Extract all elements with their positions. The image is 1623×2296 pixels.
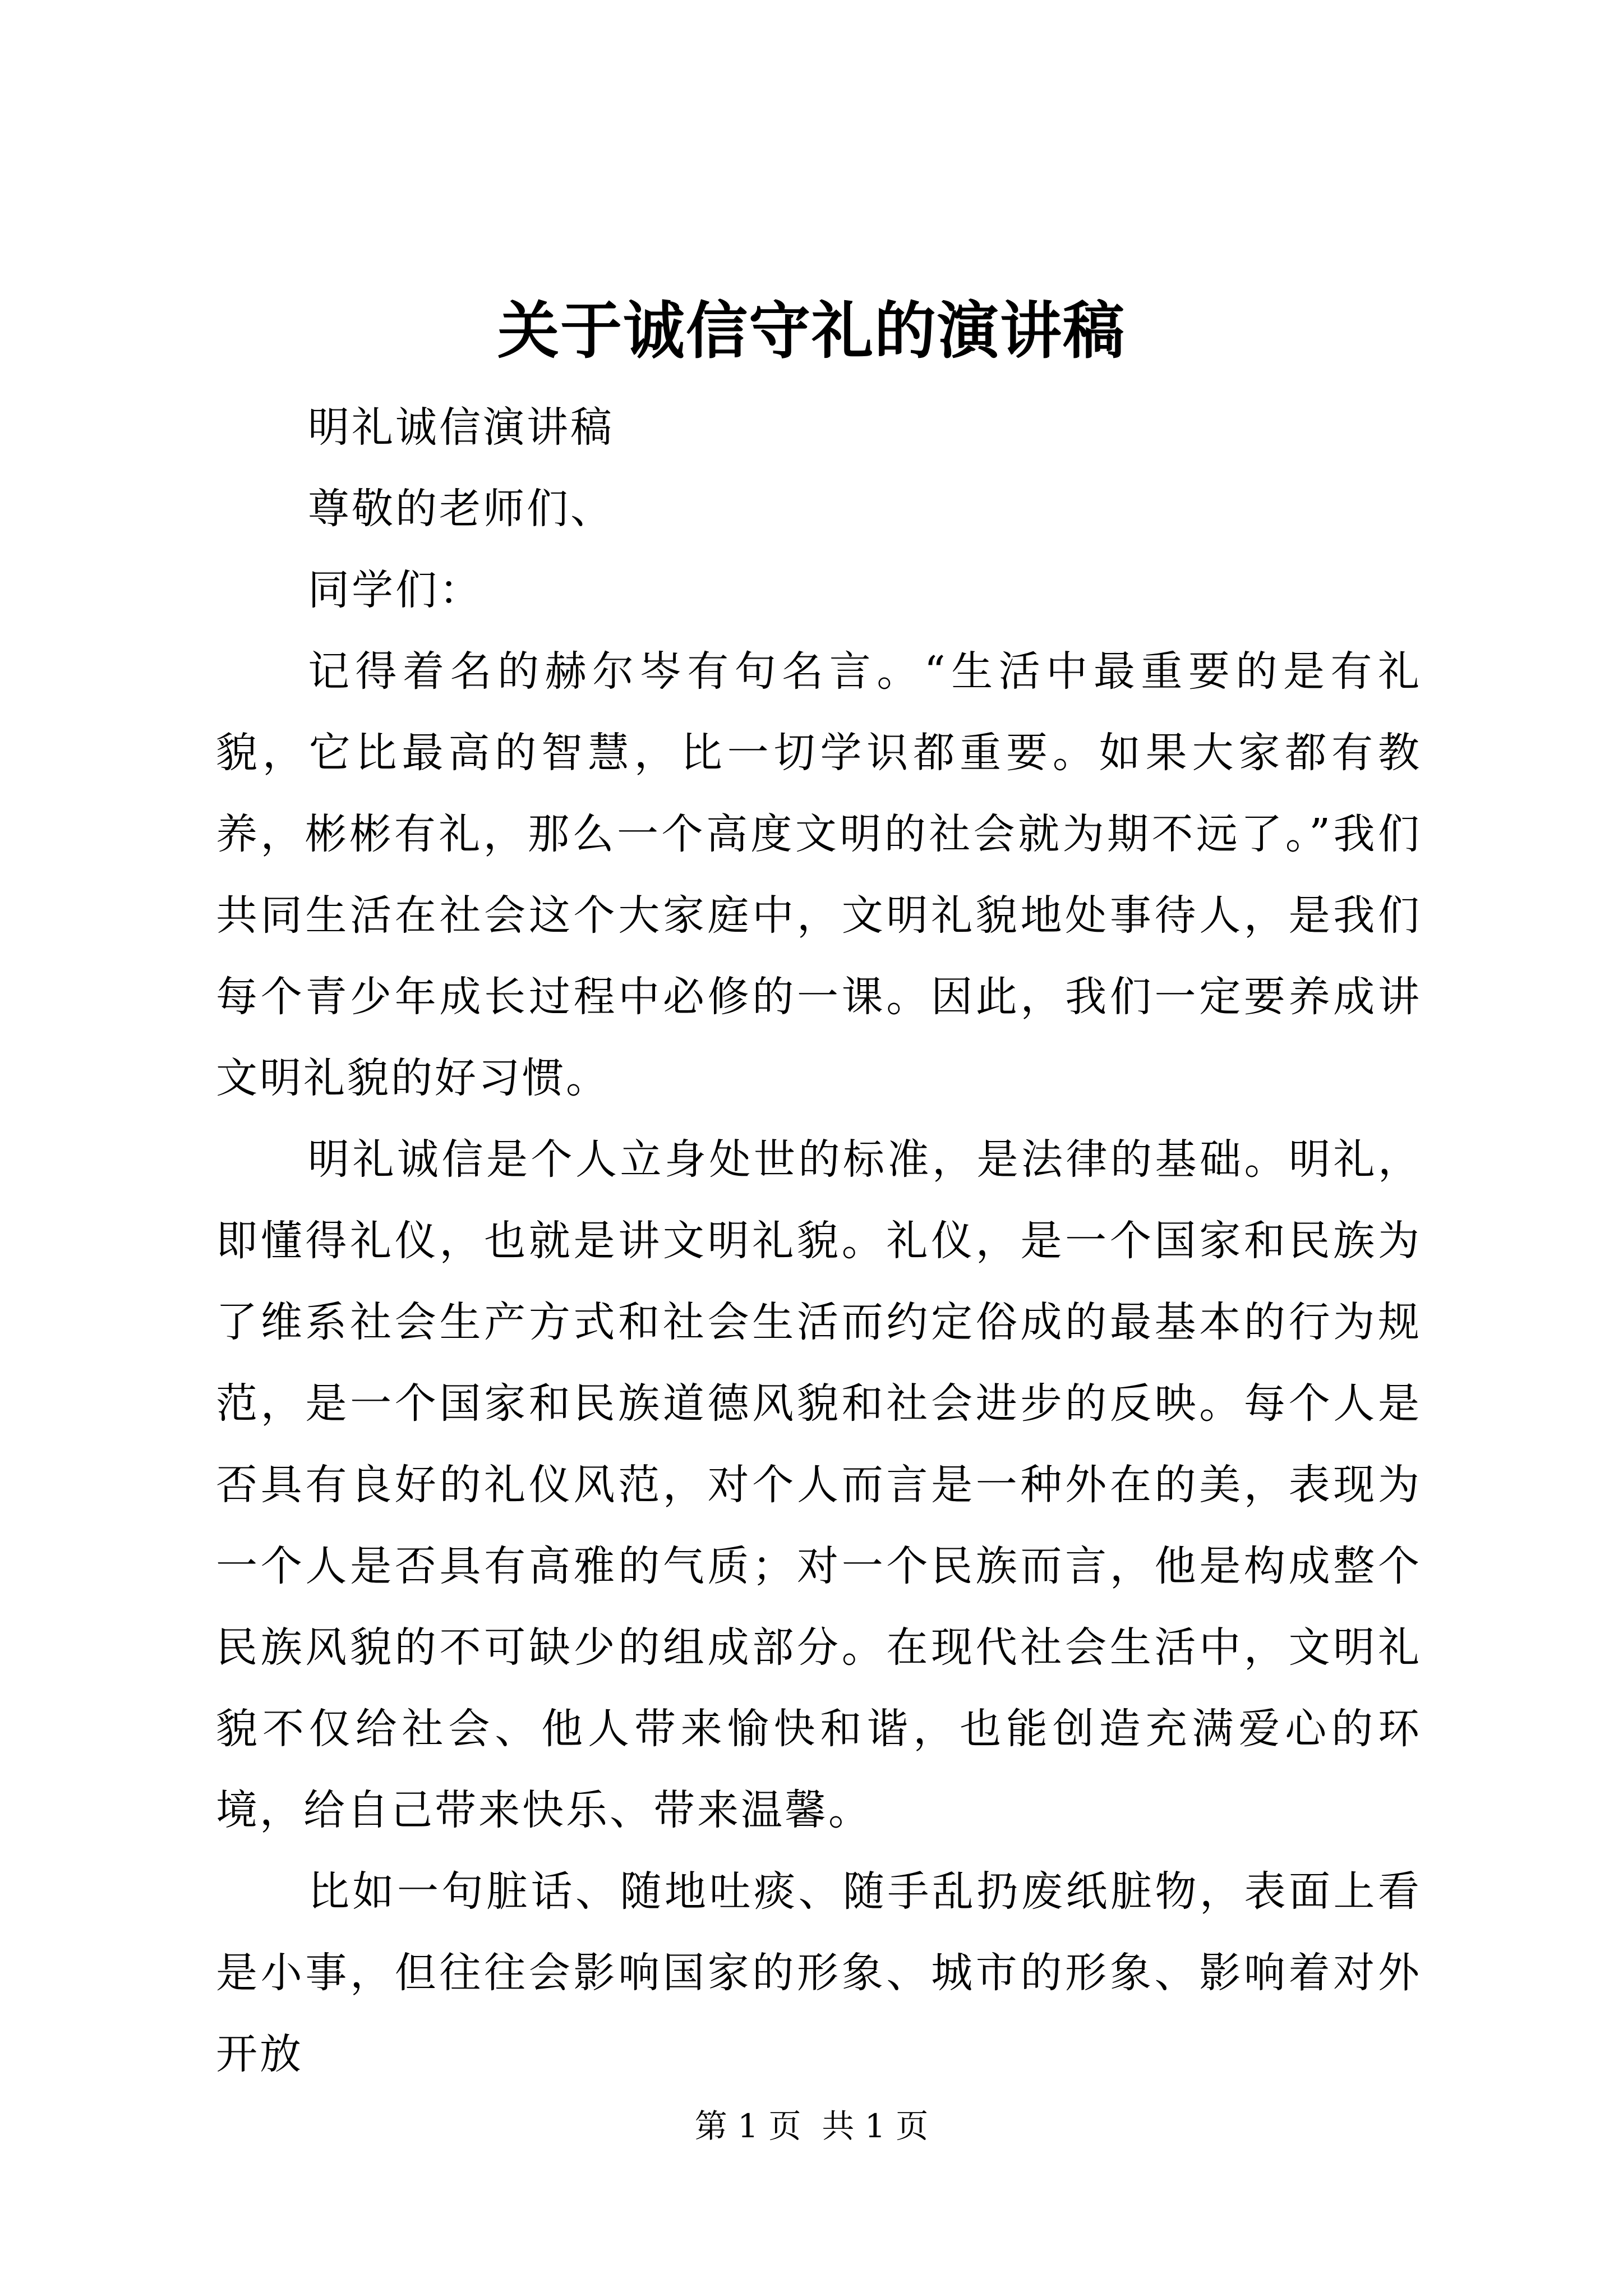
paragraph-salutation-students: 同学们： bbox=[308, 566, 483, 614]
paragraph-body: 记得着名的赫尔岑有句名言。“生活中最重要的是有礼貌，它比最高的智慧，比一切学识都重要。如果大家都有教养，彬彬有礼，那么一个高度文明的社会就为期不远了。”我们共同生活在社会这个大家庭中，文明礼貌地处事待人，是我们每个青少年成长过程中必修的一课。因此，我们一定要养成讲文明礼貌的好习惯。 bbox=[216, 647, 1422, 1102]
page-footer bbox=[0, 2104, 1623, 2148]
paragraph-body: 明礼诚信是个人立身处世的标准，是法律的基础。明礼，即懂得礼仪，也就是讲文明礼貌。礼仪，是一个国家和民族为了维系社会生产方式和社会生活而约定俗成的最基本的行为规范，是一个国家和民族道德风貌和社会进步的反映。每个人是否具有良好的礼仪风范，对个人而言是一种外在的美，表现为一个人是否具有高雅的气质；对一个民族而言，他是构成整个民族风貌的不可缺少的组成部分。在现代社会生活中，文明礼貌不仅给社会、他人带来愉快和谐，也能创造充满爱心的环境，给自己带来快乐、带来温馨。 bbox=[216, 1135, 1422, 1834]
document-body bbox=[216, 387, 1422, 2095]
document-title: 关于诚信守礼的演讲稿 bbox=[497, 295, 1126, 367]
paragraph-subtitle: 明礼诚信演讲稿 bbox=[308, 403, 614, 452]
paragraph-body: 比如一句脏话、随地吐痰、随手乱扔废纸脏物，表面上看是小事，但往往会影响国家的形象、城市的形象、影响着对外开放 bbox=[216, 1867, 1422, 2078]
paragraph-salutation-teachers: 尊敬的老师们、 bbox=[308, 485, 614, 533]
page-number: 第 1 页 共 1 页 bbox=[694, 2107, 929, 2145]
